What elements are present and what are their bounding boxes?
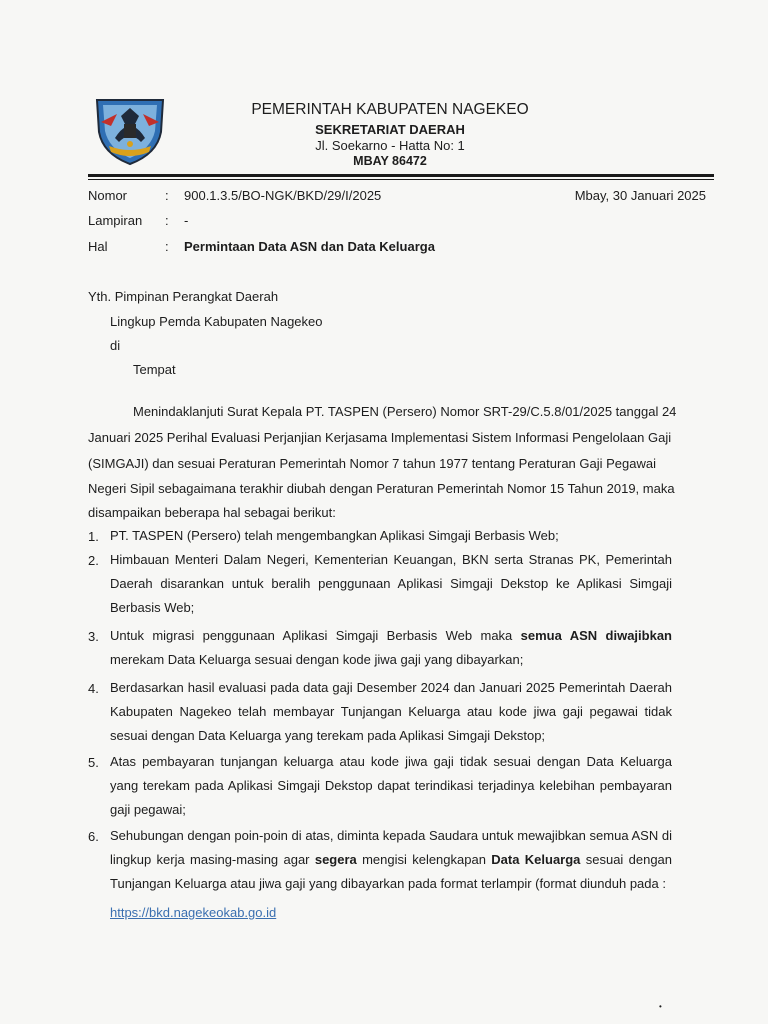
list-item-number: 5. [88, 755, 99, 770]
nomor-colon: : [165, 188, 169, 203]
list-item-number: 3. [88, 629, 99, 644]
list-item-number: 4. [88, 681, 99, 696]
recipient-scope: Lingkup Pemda Kabupaten Nagekeo [110, 314, 323, 329]
nomor-value: 900.1.3.5/BO-NGK/BKD/29/I/2025 [184, 188, 382, 203]
list-item-number: 2. [88, 553, 99, 568]
list-item-text [110, 624, 672, 672]
intro-line-4: Negeri Sipil sebagaimana terakhir diubah dengan Peraturan Pemerintah Nomor 15 Tahun 2019, maka [88, 481, 675, 496]
hal-colon: : [165, 239, 169, 254]
intro-line-2: Januari 2025 Perihal Evaluasi Perjanjian Kerjasama Implementasi Sistem Informasi Pengelolaan Gaji [88, 430, 672, 445]
hal-label: Hal [88, 239, 108, 254]
hal-value: Permintaan Data ASN dan Data Keluarga [184, 239, 435, 254]
letterhead-divider-thick [88, 174, 714, 177]
intro-line-1: Menindaklanjuti Surat Kepala PT. TASPEN (Persero) Nomor SRT-29/C.5.8/01/2025 tanggal 24 [133, 404, 677, 419]
list-item-text-part: Sehubungan dengan poin-poin di atas, diminta kepada Saudara untuk mewajibkan semua ASN di lingkup kerja masing-masing agar [110, 828, 672, 868]
list-item-text-part: mengisi kelengkapan [356, 852, 492, 868]
emphasis-text: Data Keluarga [491, 852, 581, 868]
recipient-line: Yth. Pimpinan Perangkat Daerah [88, 289, 279, 304]
letter-date: Mbay, 30 Januari 2025 [574, 188, 706, 203]
secretariat-name: SEKRETARIAT DAERAH [315, 122, 465, 137]
emphasis-text: semua ASN diwajibkan [520, 628, 672, 643]
intro-line-3: (SIMGAJI) dan sesuai Peraturan Pemerintah Nomor 7 tahun 1977 tentang Peraturan Gaji Pegawai [88, 456, 656, 471]
list-item-text-part: Untuk migrasi penggunaan Aplikasi Simgaji Berbasis Web maka [110, 628, 521, 643]
kabupaten-emblem-icon [91, 94, 169, 166]
lampiran-label: Lampiran [88, 213, 143, 228]
lampiran-colon: : [165, 213, 169, 228]
intro-line-5: disampaikan beberapa hal sebagai berikut: [88, 505, 336, 520]
emphasis-text: segera [314, 852, 357, 868]
government-name: PEMERINTAH KABUPATEN NAGEKEO [251, 101, 529, 118]
address-city: MBAY 86472 [353, 154, 427, 168]
list-item-text-part: merekam Data Keluarga sesuai dengan kode jiwa gaji yang dibayarkan; [110, 652, 524, 668]
list-item-text: PT. TASPEN (Persero) telah mengembangkan Aplikasi Simgaji Berbasis Web; [110, 528, 559, 543]
nomor-label: Nomor [88, 188, 128, 203]
lampiran-value: - [184, 213, 189, 228]
recipient-place: Tempat [133, 362, 176, 377]
address-street: Jl. Soekarno - Hatta No: 1 [315, 138, 465, 153]
list-item-number: 6. [88, 829, 99, 844]
list-item-text: Himbauan Menteri Dalam Negeri, Kementerian Keuangan, BKN serta Stranas PK, Pemerintah Daerah disarankan untuk beralih penggunaan Aplikasi Simgaji Dekstop ke Aplikasi Simgaji Berbasis Web; [110, 552, 672, 616]
list-item-text [110, 824, 672, 897]
list-item-text: Berdasarkan hasil evaluasi pada data gaji Desember 2024 dan Januari 2025 Pemerintah Daerah Kabupaten Nagekeo telah membayar Tunjangan Keluarga atau kode jiwa gaji pegawai tidak sesuai dengan Data Keluarga yang terekam pada Aplikasi Simgaji Dekstop; [110, 680, 672, 744]
list-item-text-part: sesuai dengan Tunjangan Keluarga atau jiwa gaji yang dibayarkan pada format terlampir (format diunduh pada : [110, 852, 673, 892]
list-item-number: 1. [88, 529, 99, 544]
list-item-text: Atas pembayaran tunjangan keluarga atau kode jiwa gaji tidak sesuai dengan Data Keluarga yang terekam pada Aplikasi Simgaji Dekstop dapat terindikasi terjadinya kelebihan pembayaran gaji pegawai; [110, 754, 672, 818]
recipient-di: di [110, 338, 121, 353]
letterhead-divider-thin [88, 179, 714, 180]
bkd-website-link[interactable]: https://bkd.nagekeokab.go.id [110, 905, 277, 920]
scan-mark: • [659, 1002, 662, 1011]
